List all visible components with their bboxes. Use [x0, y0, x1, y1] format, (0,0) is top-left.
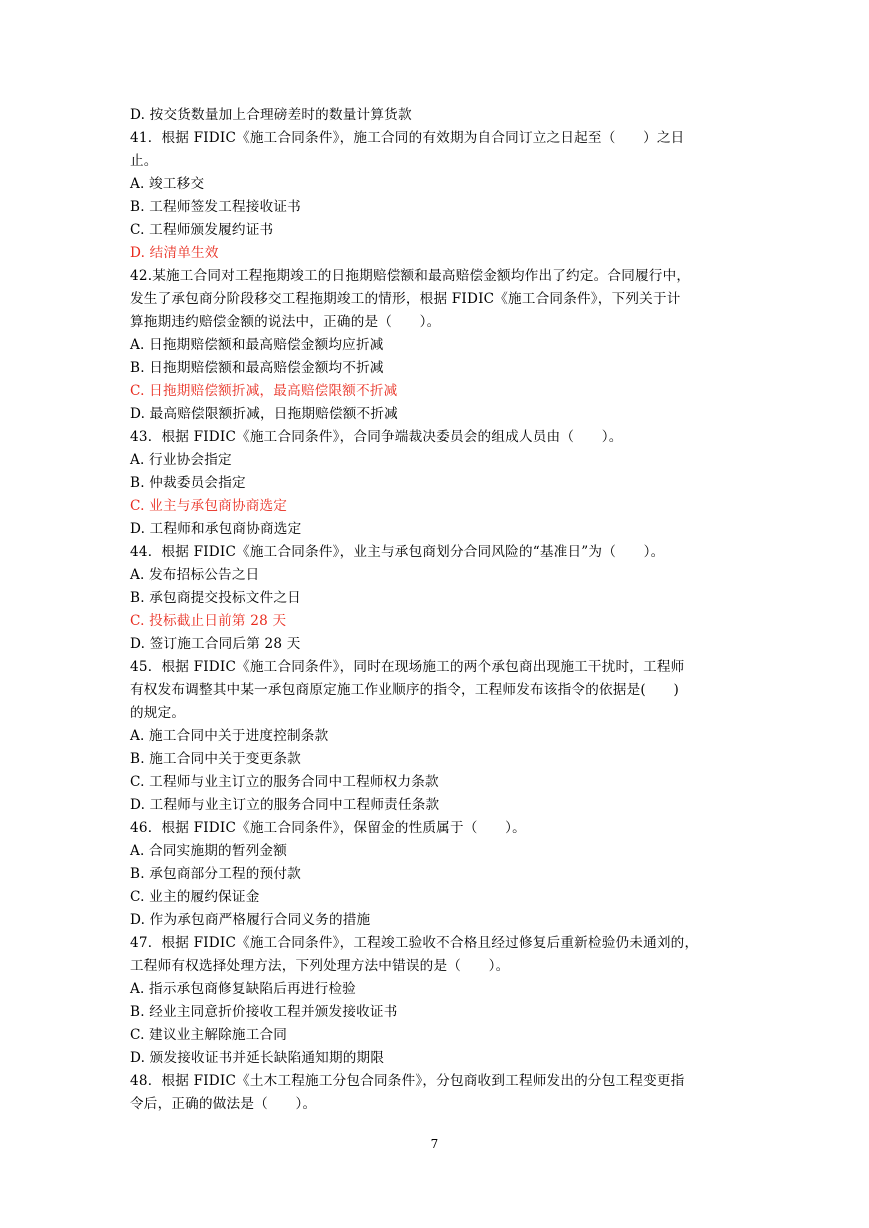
text-line: B. 承包商提交投标文件之日	[130, 590, 301, 606]
text-line: D. 工程师和承包商协商选定	[130, 521, 302, 537]
text-line: D. 签订施工合同后第 28 天	[130, 636, 301, 652]
text-line: B. 工程师签发工程接收证书	[130, 199, 301, 215]
text-line: 令后，正确的做法是（ ）。	[130, 1096, 317, 1112]
text-line: A. 合同实施期的暂列金额	[130, 843, 287, 859]
text-line: D. 颁发接收证书并延长缺陷通知期的期限	[130, 1050, 385, 1066]
text-line: C. 建议业主解除施工合同	[130, 1027, 288, 1043]
text-line: A. 发布招标公告之日	[130, 567, 260, 583]
text-line: 有权发布调整其中某一承包商原定施工作业顺序的指令，工程师发布该指令的依据是( )	[130, 682, 679, 698]
text-line: 44．根据 FIDIC《施工合同条件》，业主与承包商划分合同风险的“基准日”为（ ）。	[130, 544, 665, 560]
text-line: D. 作为承包商严格履行合同义务的措施	[130, 912, 371, 928]
text-line: 43．根据 FIDIC《施工合同条件》，合同争端裁决委员会的组成人员由（ ）。	[130, 429, 623, 445]
text-line: D. 工程师与业主订立的服务合同中工程师责任条款	[130, 797, 440, 813]
page-number: 7	[430, 1137, 439, 1151]
text-line: B. 经业主同意折价接收工程并颁发接收证书	[130, 1004, 398, 1020]
text-line: A. 行业协会指定	[130, 452, 232, 468]
text-line: 47．根据 FIDIC《施工合同条件》，工程竣工验收不合格且经过修复后重新检验仍未通刘的，	[130, 935, 699, 951]
answer-line: C. 投标截止日前第 28 天	[130, 613, 287, 629]
text-line: B. 仲裁委员会指定	[130, 475, 246, 491]
text-line: D. 最高赔偿限额折减，日拖期赔偿额不折减	[130, 406, 398, 422]
question-list	[130, 104, 742, 1116]
text-line: 46．根据 FIDIC《施工合同条件》，保留金的性质属于（ ）。	[130, 820, 526, 836]
text-line: C. 工程师与业主订立的服务合同中工程师权力条款	[130, 774, 439, 790]
text-line: 工程师有权选择处理方法，下列处理方法中错误的是（ ）。	[130, 958, 510, 974]
text-line: A. 日拖期赔偿额和最高赔偿金额均应折减	[130, 337, 384, 353]
text-line: 止。	[130, 153, 158, 169]
answer-line: D. 结清单生效	[130, 245, 219, 261]
answer-line: C. 业主与承包商协商选定	[130, 498, 288, 514]
text-line: A. 竣工移交	[130, 176, 205, 192]
text-line: C. 工程师颁发履约证书	[130, 222, 274, 238]
text-line: B. 日拖期赔偿额和最高赔偿金额均不折减	[130, 360, 384, 376]
text-line: 的规定。	[130, 705, 186, 721]
text-line: C. 业主的履约保证金	[130, 889, 260, 905]
text-line: 41．根据 FIDIC《施工合同条件》，施工合同的有效期为自合同订立之日起至（ ）之日	[130, 130, 685, 146]
text-line: 算拖期违约赔偿金额的说法中，正确的是（ ）。	[130, 314, 441, 330]
text-line: B. 承包商部分工程的预付款	[130, 866, 301, 882]
text-line: A. 指示承包商修复缺陷后再进行检验	[130, 981, 356, 997]
text-line: 45．根据 FIDIC《施工合同条件》，同时在现场施工的两个承包商出现施工干扰时，工程师	[130, 659, 685, 675]
text-line: 发生了承包商分阶段移交工程拖期竣工的情形，根据 FIDIC《施工合同条件》，下列关于计	[130, 291, 681, 307]
answer-line: C. 日拖期赔偿额折减，最高赔偿限额不折减	[130, 383, 398, 399]
text-line: D. 按交货数量加上合理磅差时的数量计算货款	[130, 107, 412, 123]
text-line: 42.某施工合同对工程拖期竣工的日拖期赔偿额和最高赔偿金额均作出了约定。合同履行中，	[130, 268, 691, 284]
text-line: 48．根据 FIDIC《土木工程施工分包合同条件》，分包商收到工程师发出的分包工程变更指	[130, 1073, 685, 1089]
text-line: A. 施工合同中关于进度控制条款	[130, 728, 329, 744]
text-line: B. 施工合同中关于变更条款	[130, 751, 301, 767]
